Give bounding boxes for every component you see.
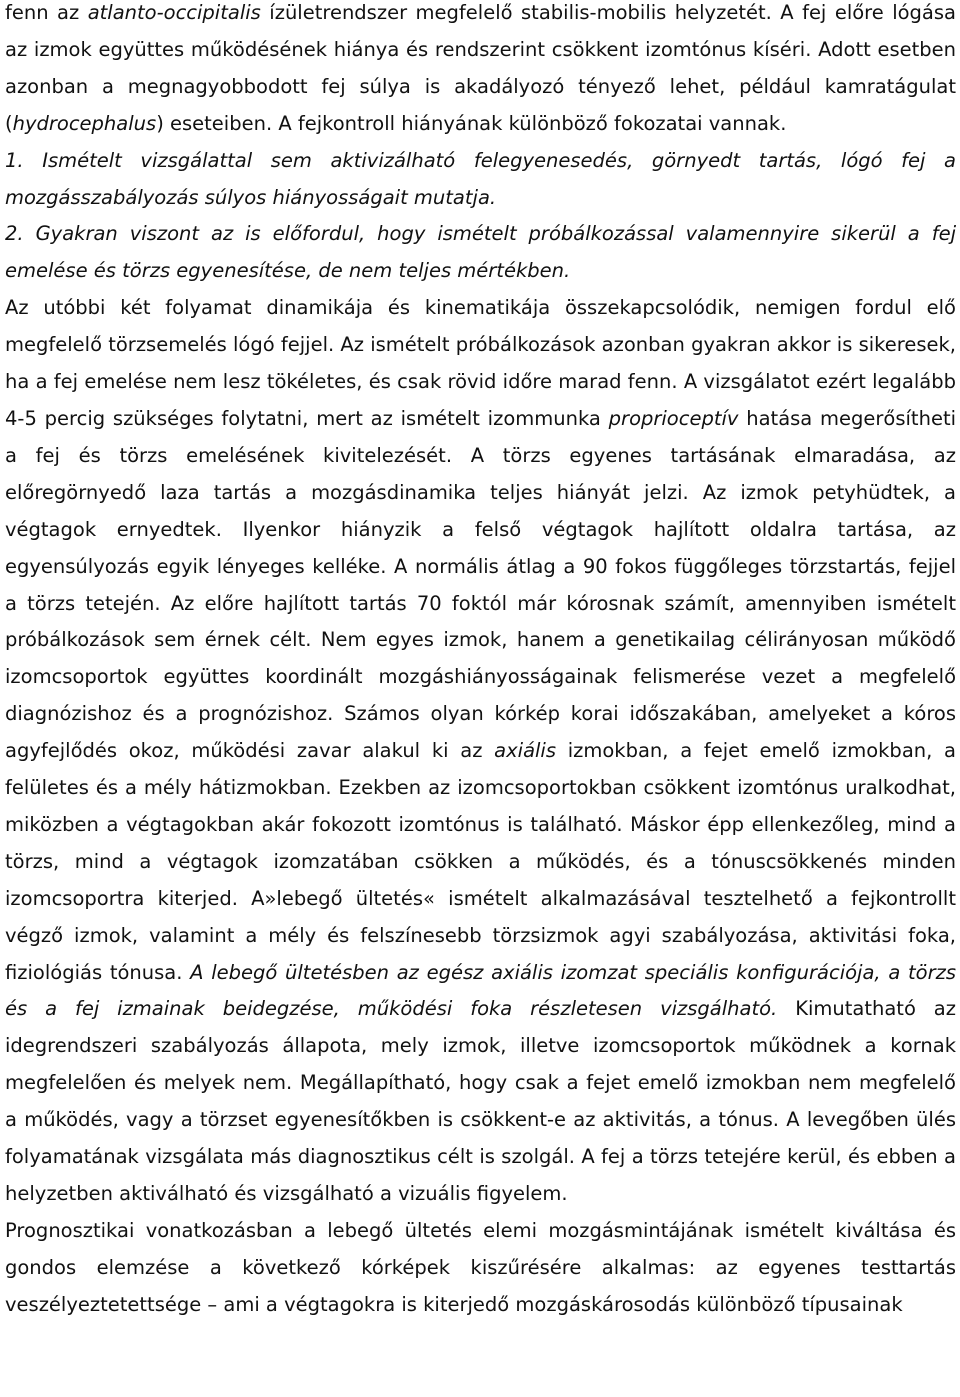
italic-text-segment: 1. Ismételt vizsgálattal sem aktivizálható felegyenesedés, görnyedt tartás, lógó fej a mozgásszabályozás súlyos hiányosságait mutatja. [5,148,956,209]
text-segment: Prognosztikai vonatkozásban a lebegő ültetés elemi mozgásmintájának ismételt kiváltása és gondos elemzése a következő kórképek kiszűrésére alkalmas: az egyenes testtartás veszélyeztetettsége – ami a végtagokra is kiterjedő mozgáskárosodás különböző típusainak [5,1218,956,1316]
text-segment: Az utóbbi két folyamat dinamikája és kinematikája összekapcsolódik, nemigen fordul elő megfelelő törzsemelés lógó fejjel. Az ismételt próbálkozások azonban gyakran akkor is sikeresek, ha a fej emelése nem lesz tökéletes, és csak rövid időre marad fenn. A vizsgálatot ezért legalább 4-5 percig szükséges folytatni, mert az ismételt izommunka [5,296,956,430]
text-segment: ) eseteiben. A fejkontroll hiányának különböző fokozatai vannak. [156,111,787,135]
paragraph-degree-1 [5,143,956,217]
italic-text-segment: A lebegő ültetésben az egész axiális izomzat speciális konfigurációja, a törzs és a fej izmainak beidegzése, működési foka részletesen vizsgálható. [5,960,956,1021]
text-segment: hatása megerősítheti a fej és törzs emelésének kivitelezését. A törzs egyenes tartásának elmaradása, az előregörnyedő laza tartás a mozgásdinamika teljes hiányát jelzi. Az izmok petyhüdtek, a végtagok ernyedtek. Ilyenkor hiányzik a felső végtagok hajlított oldalra tartása, az egyensúlyozás egyik lényeges kelléke. A normális átlag a 90 fokos függőleges törzstartás, fejjel a törzs tetején. Az előre hajlított tartás 70 foktól már kórosnak számít, amennyiben ismételt próbálkozások sem érnek célt. Nem egyes izmok, hanem a genetikailag célirányosan működő izomcsoportok együttes koordinált mozgáshiányosságainak felismerése vezet a megfelelő diagnózishoz és a prognózishoz. Számos olyan kórkép korai időszakában, amelyeket a kóros agyfejlődés okoz, működési zavar alakul ki az [5,406,957,763]
text-segment: Kimutatható az idegrendszeri szabályozás állapota, mely izmok, illetve izomcsoportok működnek a kornak megfelelően és melyek nem. Megállapítható, hogy csak a fejet emelő izmokban nem megfelelő a működés, vagy a törzset egyenesítőkben is csökkent-e az aktivitás, a tónus. A levegőben ülés folyamatának vizsgálata más diagnosztikus célt is szolgál. A fej a törzs tetejére kerül, és ebben a helyzetben aktiválható és vizsgálható a vizuális figyelem. [5,997,956,1205]
paragraph-main [5,290,956,1213]
italic-text-segment: axiális [494,739,557,763]
text-segment: izmokban, a fejet emelő izmokban, a felületes és a mély hátizmokban. Ezekben az izomcsoportokban csökkent izomtónus uralkodhat, miközben a végtagokban akár fokozott izomtónus is található. Máskor épp ellenkezőleg, mind a törzs, mind a végtagok izomzatában csökken a működés, és a tónuscsökkenés minden izomcsoportra kiterjed. A»lebegő ültetés« ismételt alkalmazásával tesztelhető a fejkontrollt végző izmok, valamint a mély és felszínesebb törzsizmok agyi szabályozása, aktivitási foka, fiziológiás tónusa. [5,739,956,984]
paragraph-intro [5,0,956,143]
text-segment: ízületrendszer megfelelő stabilis-mobilis helyzetét. A fej előre lógása az izmok együttes működésének hiánya és rendszerint csökkent izomtónus kíséri. Adott esetben azonban a megnagyobbodott fej súlya is akadályozó tényező lehet, például kamratágulat ( [5,1,956,135]
italic-text-segment: hydrocephalus [12,111,157,135]
italic-text-segment: atlanto-occipitalis [87,1,261,24]
paragraph-degree-2 [5,216,956,290]
text-segment: fenn az [5,1,88,24]
italic-text-segment: proprioceptív [608,406,739,430]
paragraph-prognosis [5,1213,956,1324]
italic-text-segment: 2. Gyakran viszont az is előfordul, hogy ismételt próbálkozással valamennyire sikerül a fej emelése és törzs egyenesítése, de nem teljes mértékben. [5,222,956,283]
document-page [5,0,956,1324]
